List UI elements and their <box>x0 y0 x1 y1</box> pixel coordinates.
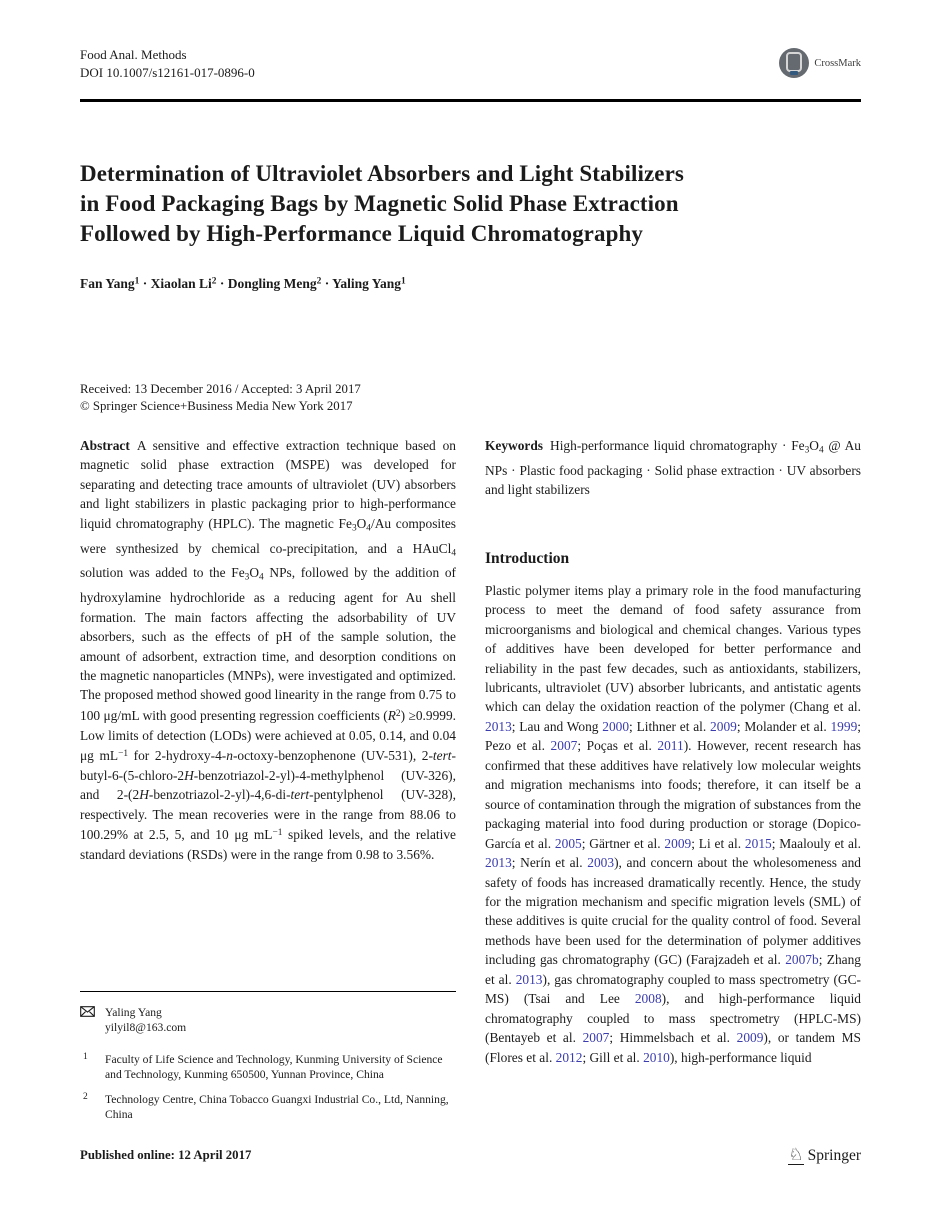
introduction-paragraph: Plastic polymer items play a primary role in the food manufacturing process to meet the demand of food safety assurance from microorganisms and biological and chemical changes. Various types of additives have been developed for better performance and reliability in the past few decades, such as antioxidants, stabilizers, lubricants, ultraviolet (UV) absorber lubricants, and antistatic agents which can delay the oxidation reaction of the polymer (Chang et al. 2013; Lau and Wong 2000; Lithner et al. 2009; Molander et al. 1999; Pezo et al. 2007; Poças et al. 2011). However, recent research has confirmed that these additives have relatively low molecular weights and migration mechanisms into foods; therefore, it can itself be a source of contamination through the migration of substances from the packaging material into food during production or storage (Dopico-García et al. 2005; Gärtner et al. 2009; Li et al. 2015; Maalouly et al. 2013; Nerín et al. 2003), and concern about the wholesomeness and safety of foods has increased dramatically recently. Hence, the study for the migration mechanism and specific migration levels (SML) of these additives is quite crucial for the quality control of food. Several methods have been used for the determination of polymer additives including gas chromatography (GC) (Farajzadeh et al. 2007b; Zhang et al. 2013), gas chromatography coupled to mass spectrometry (GC-MS) (Tsai and Lee 2008), and high-performance liquid chromatography coupled to mass spectrometry (HPLC-MS) (Bentayeb et al. 2007; Himmelsbach et al. 2009), or tandem MS (Flores et al. 2012; Gill et al. 2010), high-performance liquid <box>485 582 861 1065</box>
citation-link[interactable]: 2005 <box>554 835 582 851</box>
citation-link[interactable]: 2009 <box>736 1030 764 1046</box>
page-header <box>80 46 861 81</box>
springer-logo <box>788 1146 861 1165</box>
citation-link[interactable]: 2010 <box>643 1049 670 1065</box>
correspondence-details <box>105 1005 456 1035</box>
citation-link[interactable]: 1999 <box>830 718 858 734</box>
affiliation-marker: 2 <box>83 1092 88 1102</box>
copyright-line: © Springer Science+Business Media New York 2017 <box>80 399 353 413</box>
introduction-heading: Introduction <box>485 549 570 567</box>
title-line-3: Followed by High-Performance Liquid Chromatography <box>80 221 643 246</box>
corresponding-author-email[interactable]: yilyil8@163.com <box>105 1021 187 1034</box>
citation-link[interactable]: 2003 <box>587 855 615 871</box>
citation-link[interactable]: 2009 <box>710 718 737 734</box>
title-line-1: Determination of Ultraviolet Absorbers and Light Stabilizers <box>80 161 684 186</box>
affiliation-item <box>80 1052 456 1082</box>
crossmark-icon <box>779 48 809 78</box>
crossmark-badge[interactable] <box>779 48 861 78</box>
footnotes-block <box>80 991 456 1132</box>
journal-name: Food Anal. Methods <box>80 47 187 62</box>
affiliation-text: Faculty of Life Science and Technology, Kunming University of Science and Technology, Kunming 650500, Yunnan Province, China <box>105 1053 443 1081</box>
authors-line: Fan Yang$^1$ · Xiaolan $Li^2$ · Dongling Meng$^2$ · Yaling Yang$^1$ <box>80 276 406 291</box>
envelope-icon <box>80 1006 105 1035</box>
title-line-2: in Food Packaging Bags by Magnetic Solid Phase Extraction <box>80 191 679 216</box>
keywords-label: Keywords <box>485 438 544 453</box>
header-rule <box>80 99 861 102</box>
citation-link[interactable]: 2009 <box>664 835 692 851</box>
received-accepted-line: Received: 13 December 2016 / Accepted: 3 April 2017 <box>80 382 361 396</box>
article-title <box>80 159 684 249</box>
left-column <box>80 436 456 1132</box>
citation-link[interactable]: 2000 <box>602 718 630 734</box>
citation-link[interactable]: 2012 <box>555 1049 583 1065</box>
abstract-paragraph <box>80 436 456 864</box>
citation-link[interactable]: 2015 <box>744 835 772 851</box>
abstract-text: A sensitive and effective extraction technique based on magnetic solid phase extraction (MSPE) was developed for separating and detecting trace amounts of ultraviolet (UV) absorbers and light stabilizers in plastic packaging prior to high-performance liquid chromatography (HPLC). The magnetic $Fe_3O_4/Au$ composites were synthesized by chemical co-precipitation, and a HAuCl$_4$ solution was added to the $Fe_3O_4$ NPs, followed by the addition of hydroxylamine hydrochloride as a reducing agent for Au shell formation. The main factors affecting the adsorbability of UV absorbers, such as the effects of pH of the sample solution, the amount of adsorbent, extraction time, and desorption conditions on the magnetic nanoparticles (MNPs), were investigated and optimized. The proposed method showed good linearity in the range from 0.75 to 100 μg/mL with good presenting regression coefficients $(R^2) \ge 0.9999$. Low limits of detection (LODs) were achieved at 0.05, 0.14, and 0.04 μg $mL^{-1}$ for 2-hydroxy-4-n-octoxy-benzophenone (UV-531), 2-tert-butyl-6-(5-chloro-2H-benzotriazol-2-yl)-4-methylphenol (UV-326), and 2-(2H-benzotriazol-2-yl)-4,6-di-tert-pentylphenol (UV-328), respectively. The mean recoveries were in the range from 88.06 to 100.29% at 2.5, 5, and 10 μg $mL^{-1}$ spiked levels, and the relative standard deviations (RSDs) were in the range from 0.98 to 3.56%. <box>80 438 457 862</box>
abstract-label: Abstract <box>80 438 130 453</box>
keywords-text: High-performance liquid chromatography · $Fe_3O_4$ @ Au NPs · Plastic food packaging · Solid phase extraction · UV absorbers and light stabilizers <box>485 438 861 498</box>
crossmark-label: CrossMark <box>814 57 861 69</box>
dates-block <box>80 381 361 415</box>
crossmark-notch <box>790 71 798 75</box>
affiliation-text: Technology Centre, China Tobacco Guangxi Industrial Co., Ltd, Nanning, China <box>105 1093 449 1121</box>
crossmark-bookmark-shape <box>786 52 802 72</box>
springer-wordmark: Springer <box>807 1146 861 1164</box>
published-online: Published online: 12 April 2017 <box>80 1148 252 1162</box>
citation-link[interactable]: 2013 <box>515 971 543 987</box>
citation-link[interactable]: 2008 <box>634 991 662 1007</box>
affiliation-item <box>80 1092 456 1122</box>
right-column <box>485 436 861 1132</box>
correspondence-block <box>80 1005 456 1035</box>
citation-link[interactable]: 2011 <box>657 738 684 754</box>
keywords-paragraph <box>485 436 861 500</box>
page-content <box>80 0 861 1230</box>
doi: DOI 10.1007/s12161-017-0896-0 <box>80 64 255 80</box>
citation-link[interactable]: 2013 <box>485 855 512 871</box>
page-footer <box>80 1146 861 1165</box>
citation-link[interactable]: 2007 <box>582 1030 610 1046</box>
springer-knight-icon: ♘ <box>788 1145 804 1164</box>
affiliation-marker: 1 <box>83 1052 88 1062</box>
citation-link[interactable]: 2007b <box>785 952 819 968</box>
citation-link[interactable]: 2013 <box>485 718 512 734</box>
journal-header <box>80 46 255 81</box>
corresponding-author-name: Yaling Yang <box>105 1006 162 1019</box>
two-column-body <box>80 436 861 1132</box>
citation-link[interactable]: 2007 <box>550 738 578 754</box>
